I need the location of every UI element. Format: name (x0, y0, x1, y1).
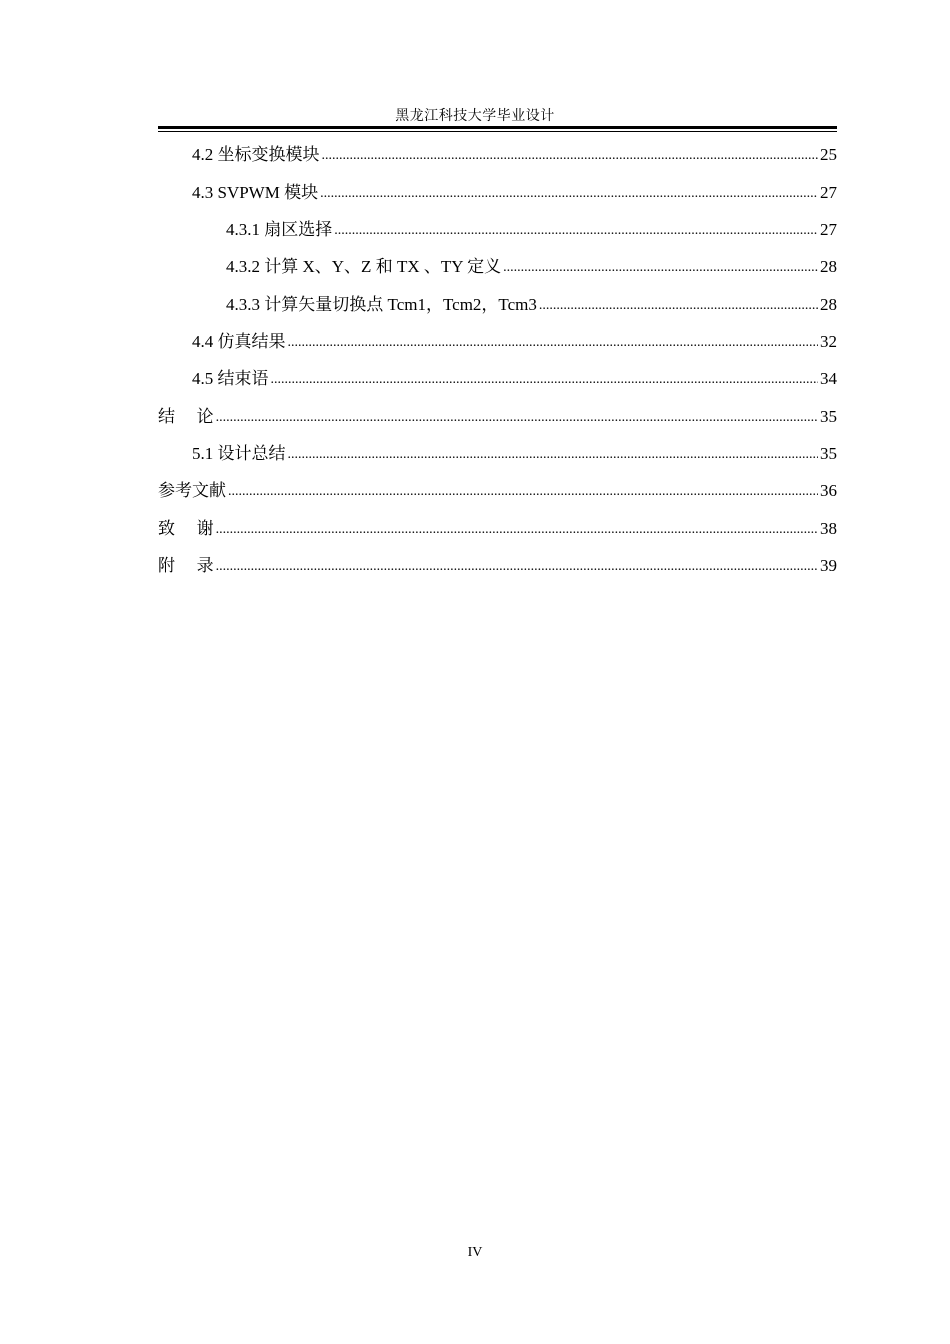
toc-entry-page: 38 (820, 519, 837, 538)
dot-leader (320, 181, 818, 205)
toc-entry-label: 4.3.2 计算 X、Y、Z 和 TX 、TY 定义 (226, 257, 502, 276)
toc-entry-label: 参考文献 (158, 481, 226, 501)
toc-entry-4-3-1[interactable] (226, 219, 837, 241)
toc-entry-page: 28 (820, 295, 837, 314)
toc-entry-label: 4.5 结束语 (192, 369, 269, 388)
dot-leader (216, 554, 818, 578)
toc-entry-page: 34 (820, 369, 837, 388)
toc-entry-page: 27 (820, 183, 837, 202)
dot-leader (216, 405, 818, 429)
dot-leader (503, 255, 818, 279)
toc-entry-4-2[interactable] (192, 144, 837, 166)
dot-leader (228, 479, 818, 503)
toc-entry-page: 35 (820, 444, 837, 463)
toc-entry-page: 25 (820, 145, 837, 164)
dot-leader (322, 143, 819, 167)
running-header-title: 黑龙江科技大学毕业设计 (395, 109, 555, 124)
toc-entry-4-4[interactable] (192, 331, 837, 353)
toc-entry-label: 4.4 仿真结果 (192, 332, 286, 351)
toc-entry-page: 27 (820, 220, 837, 239)
toc-entry-conclusion[interactable] (158, 406, 837, 428)
toc-entry-label: 致 谢 (158, 519, 214, 539)
toc-entry-acknowledgements[interactable] (158, 518, 837, 540)
toc-entry-4-3-3[interactable] (226, 294, 837, 316)
toc-entry-label: 结 论 (158, 407, 214, 427)
dot-leader (288, 442, 819, 466)
toc-entry-page: 39 (820, 556, 837, 575)
toc-entry-page: 35 (820, 407, 837, 426)
dot-leader (271, 367, 819, 391)
toc-entry-label: 4.3.1 扇区选择 (226, 220, 333, 239)
dot-leader (539, 293, 818, 317)
footer-page-number: IV (467, 1245, 483, 1260)
header-rule-thick (158, 126, 837, 129)
toc-entry-label: 4.2 坐标变换模块 (192, 145, 320, 164)
toc-entry-page: 32 (820, 332, 837, 351)
header-rule-thin (158, 131, 837, 132)
toc-entry-label: 4.3 SVPWM 模块 (192, 183, 319, 202)
toc-entry-page: 36 (820, 481, 837, 500)
toc-entry-references[interactable] (158, 480, 837, 502)
toc-entry-appendix[interactable] (158, 555, 837, 577)
dot-leader (334, 218, 818, 242)
toc-entry-label: 4.3.3 计算矢量切换点 Tcm1，Tcm2，Tcm3 (226, 295, 537, 314)
toc-entry-label: 5.1 设计总结 (192, 444, 286, 463)
toc-entry-label: 附 录 (158, 556, 214, 576)
dot-leader (288, 330, 819, 354)
toc-entry-4-5[interactable] (192, 368, 837, 390)
toc-entry-4-3[interactable] (192, 182, 837, 204)
toc-entry-page: 28 (820, 257, 837, 276)
dot-leader (216, 517, 818, 541)
toc-entry-5-1[interactable] (192, 443, 837, 465)
toc-entry-4-3-2[interactable] (226, 256, 837, 278)
